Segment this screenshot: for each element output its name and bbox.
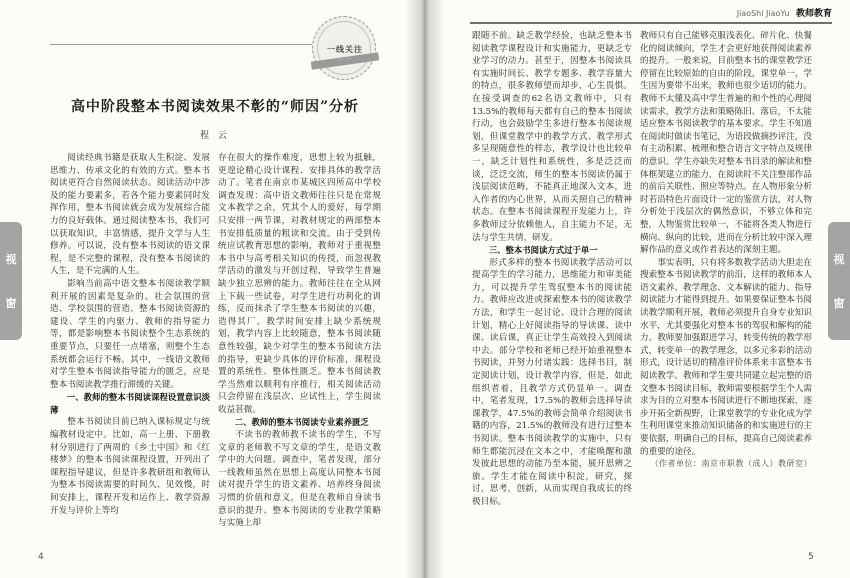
paragraph: 教师只有自己能够克服浅表化、碎片化、快餐化的阅读倾向，学生才会更好地获得阅读素养的提升。一般来说，目前整本书的课堂教学还停留在比较原始的自由的阶段，课堂单一，学生因为要带不出来，教师也很少适切的能力。教师不太懂及高中学生普遍的和个性的心理阅读需求，教学方法和策略陈旧、落后，不太能适应整本书阅读教学的基本要求。学生不知道在阅读时做读书笔记，为语段做摘抄评注，没有主动积累、梳理和整合语言文字特点及规律的意识。学生亦缺失对整本书目录的解读和整体框架建立的能力，在阅读时不关注整部作品的前后关联性、照应等特点。在人物形象分析时若沿特色片面设计一定的鉴赏方法，对人物分析处于浅层次的偶然意识，不够立体和完整，人物鉴赏比较单一，不能将各类人物进行横向、纵向的比较，进而在分析比较中深入理解作品的意义或作者表达的深刻主题。 [640, 31, 812, 256]
paragraph: 不读书的教师教不读书的学生，不写文章的老师教不写文章的学生，是语文教学中的大问题。调查中，笔者发现，部分一线教师虽然在思想上高度认同整本书阅读对提升学生的语文素养、培养终身阅读习惯的价值和意义，但是在教师自身读书意识的提升、整本书阅读的专业教学策略与实施上却 [218, 430, 381, 529]
side-tab-char: 视 [833, 252, 845, 266]
section-heading: 二、教师的整本书阅读专业素养匮乏 [234, 417, 369, 428]
paragraph: 存在很大的操作难度，思想上较为抵触，更遑论精心设计课程、安排具体的教学活动了。笔者在南京市某城区四所高中学校调查发现：高中语文教师往往只是在常规文本教学之余，凭其个人的爱好，每学期只安排一两节课，对教材规定的两部整本书安排低质量的粗读和交流。由于受到传统应试教育思想的影响，教师对于重视整本书中与高考相关知识的传授，而忽视教学活动的激发与开创过程，导致学生普遍缺少独立思辨的能力。教师往往在全从网上下载一些试卷，对学生进行功利化的训练，反而抹杀了学生整本书阅读的兴趣，造得其厂。教学时间安排上缺少系统规划，教学内容上比较随意，整本书阅读随意性较强，缺少对学生的整本书阅读方法的指导，更缺少具体的评价标准，课程设置的系统性、整体性匮乏。整本书阅读教学当然难以顺利有序推行，相关阅读活动只会停留在浅层次、应试性上，学生阅读收益甚微。 [218, 153, 381, 415]
paragraph: 阅读经典书籍是获取人生积淀、发展思维力、传承文化的有效的方式。整本书阅读更符合自然阅读状态。阅读活动中涉及的能力要素多，若各个能力要素同时发挥作用，整本书阅读就会成为发展综合能力的良好载体。通过阅读整本书，我们可以获取知识，丰富情感，提升文学与人生修养。可以说，没有整本书阅读的语文课程，是不完整的课程，没有整本书阅读的人生，是不完满的人生。 [50, 153, 210, 277]
article-title: 高中阶段整本书阅读效果不彰的“师因”分析 [70, 99, 360, 115]
right-page [430, 0, 850, 578]
paragraph: 跟随不前。缺乏教学经验，也缺乏整本书阅读教学课程设计和实施能力，更缺乏专业学习的动力。甚至于，因整本书阅读具有实施时间长、教学专题多、教学容量大的特点，很多教师望而却步，心生畏惧。在接受调查的62名语文教师中，只有13.5%的教师每天都有自己的整本书阅读行动，也会鼓励学生多进行整本书阅读规划，但课堂教学中的教学方式、教学形式多呈现随意性的样态，教学设计也比较单一，缺乏计划性和系统性，多是泛泛而谈，泛泛交流，师生的整本书阅读仍属于浅层阅读范畴，不能真正地深入文本，进入作者的内心世界，从而关照自己的精神状态。在整本书阅读课程开发能力上，许多教师过分依赖他人，自主能力不足，无法与学生共情，研发。 [472, 31, 632, 243]
journal-title: 教师教育 [795, 9, 832, 19]
badge-label: 一线关注 [327, 45, 363, 54]
paragraph: 形式多样的整本书阅读教学活动可以提高学生的学习能力，思维能力和审美能力，可以提升学生驾驭整本书的阅读能力。教师应改进或探索整本书的阅读教学方法，和学生一起讨论、设计合理的阅读计划，精心上好阅读指导的导读课、读中课、读后课，真正让学生高效投入到阅读中去。部分学校和老师已经开始重视整本书阅读，并努力付诸实践：选择书目，制定阅读计划，设计教学内容，但是，如此组织者着，且教学方式仍显单一。调查中，笔者发现，17.5%的教师会选择导读课教学，47.5%的教师会简单介绍阅读书籍的内容，21.5%的教师没有进行过整本书阅读。整本书阅读教学的实施中，只有师生都能沉浸在文本之中，才能唤醒和激发彼此思想的动能乃至本能，展开思辨之旅。学生才能在阅读中积淀，研究，探讨，思考，创新，从而实现自我成长的终极目标。 [472, 257, 632, 507]
top-rule [50, 44, 312, 45]
left-page [0, 0, 420, 578]
left-side-tab [0, 222, 22, 340]
column-badge [312, 16, 376, 80]
paragraph: 影响当前高中语文整本书阅读教学顺利开展的因素是复杂的。社会氛围的营造、学校氛围的营造、整本书阅读资源的建设、学生的内驱力、教师的指导能力等，都是影响整本书阅读整个生态系统的重要节点，只要任一点堵塞，则整个生态系统都会运行不畅。其中，一线语文教师对学生整本书阅读指导能力的匮乏，应是整本书阅读教学推行滞缓的关键。 [50, 278, 210, 390]
side-tab-char: 窗 [833, 297, 845, 311]
header-rule [470, 22, 832, 24]
book-gutter [405, 0, 445, 578]
section-heading: 三、整本书阅读方式过于单一 [488, 245, 598, 256]
article-author: 程 云 [200, 131, 230, 141]
running-header [737, 6, 832, 19]
right-column-2 [640, 30, 812, 471]
right-page-number: 5 [808, 552, 814, 562]
side-tab-char: 窗 [5, 297, 17, 311]
author-affiliation: （作者单位：南京市职教（成人）教研室） [650, 459, 812, 469]
paragraph: 事实表明，只有将多数教学活动大胆走在搜索整本书阅读教学的前沿，这样的教师本人语文素养、教学理念、文本解读的能力、指导阅读能力才能得到提升。如果要保证整本书阅读教学顺利开展，教师必须提升自身专业知识水平，尤其要强化对整本书的驾驭和解构的能力。教师要加强跟进学习，转变传统的教学形式，转变单一的教学理念，以多元多彩的活动形式，设计适切的精准评价体系来丰富整本书阅读教学。教师和学生要共同建立起完整的语文整本书阅读目标，教师需要根据学生个人需求为目的立对整本书阅读进行不断地探索，逐步开拓全新视野，让课堂教学的专业化成为学生利用课堂来推动知识储备的和实施进行的主要依据，明确自己的目标，提高自己阅读素养的重要的途径。 [640, 257, 812, 457]
side-tab-char: 视 [5, 252, 17, 266]
badge-ribbon-text: ·· ·· [338, 55, 352, 64]
right-side-tab [828, 222, 850, 340]
section-heading: 一、教师的整本书阅读课程设置意识淡薄 [50, 392, 210, 415]
journal-pinyin: JiaoShi JiaoYu [736, 9, 790, 18]
left-column-2 [218, 152, 381, 530]
left-column-1 [50, 152, 210, 517]
paragraph: 整本书阅读目前已纳入课标规定与统编教材设定中。比如，高一上册、下册教材分别进行了两周的《乡土中国》和《红楼梦》的整本书阅读课程设置，开列出了课程指导建议，但是许多教研组和教师认为整本书阅读需要的时间久、见效慢，时间安排上，课程开发和运作上、教学资源开发与评价上等均 [50, 417, 210, 516]
right-column-1 [472, 30, 632, 509]
left-page-number: 4 [38, 552, 44, 562]
